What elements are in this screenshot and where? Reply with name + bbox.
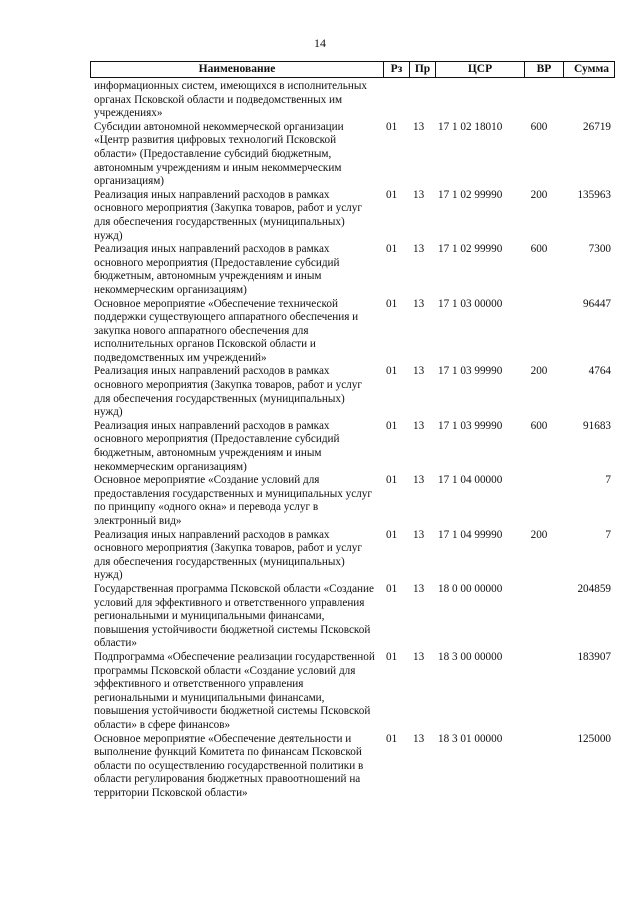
table-row: [90, 298, 615, 366]
row-pr: 13: [413, 243, 425, 256]
row-sum: 91683: [583, 419, 611, 432]
budget-table: [90, 61, 615, 800]
row-name: Основное мероприятие «Создание условий для предоставления государственных и муниципальных услуг по принципу «одного окна» и перевода услуг в электронный вид»: [94, 474, 372, 527]
table-row: [90, 365, 615, 419]
row-csr: 17 1 02 99990: [438, 188, 503, 201]
row-csr: 17 1 03 99990: [438, 365, 503, 378]
row-sum: 96447: [583, 297, 611, 310]
row-sum: 204859: [577, 582, 611, 595]
row-rz: 01: [386, 419, 398, 432]
row-name: Основное мероприятие «Обеспечение деятельности и выполнение функций Комитета по финансам Псковской области по осуществлению государственной политики в области регулирования бюджетных правоотношений на территории Псковской области»: [94, 732, 364, 799]
row-rz: 01: [386, 365, 398, 378]
row-pr: 13: [413, 474, 425, 487]
row-pr: 13: [413, 188, 425, 201]
row-pr: 13: [413, 120, 425, 133]
row-csr: 18 3 00 00000: [438, 650, 503, 663]
row-name: Реализация иных направлений расходов в рамках основного мероприятия (Предоставление субсидий бюджетным, автономным учреждениям и иным некоммерческим организациям): [94, 419, 340, 473]
page-number: 14: [314, 36, 326, 50]
row-pr: 13: [413, 582, 425, 595]
row-pr: 13: [413, 365, 425, 378]
row-csr: 18 0 00 00000: [438, 582, 503, 595]
header-pr: Пр: [410, 62, 436, 77]
row-vr: 600: [530, 120, 548, 133]
row-rz: 01: [386, 528, 398, 541]
row-rz: 01: [386, 474, 398, 487]
row-sum: 7: [605, 528, 611, 541]
table-row: [90, 243, 615, 297]
row-csr: 17 1 02 99990: [438, 243, 503, 256]
row-vr: 600: [530, 419, 548, 432]
row-vr: 600: [530, 243, 548, 256]
header-vr: ВР: [525, 62, 564, 77]
row-csr: 17 1 04 99990: [438, 528, 503, 541]
row-name: Реализация иных направлений расходов в рамках основного мероприятия (Закупка товаров, работ и услуг для обеспечения государственных (муниципальных) нужд): [94, 188, 362, 242]
row-csr: 18 3 01 00000: [438, 732, 503, 745]
row-name: Реализация иных направлений расходов в рамках основного мероприятия (Предоставление субсидий бюджетным, автономным учреждениям и иным некоммерческим организациям): [94, 243, 340, 296]
row-vr: 200: [530, 365, 548, 378]
row-csr: 17 1 04 00000: [438, 474, 503, 487]
row-pr: 13: [413, 732, 425, 745]
table-row: [90, 529, 615, 583]
row-pr: 13: [413, 297, 425, 310]
row-sum: 26719: [583, 120, 611, 133]
row-vr: 200: [530, 528, 548, 541]
row-rz: 01: [386, 188, 398, 201]
table-row: [90, 474, 615, 528]
row-rz: 01: [386, 243, 398, 256]
row-rz: 01: [386, 297, 398, 310]
row-rz: 01: [386, 120, 398, 133]
row-name: Реализация иных направлений расходов в рамках основного мероприятия (Закупка товаров, работ и услуг для обеспечения государственных (муниципальных) нужд): [94, 365, 362, 419]
row-sum: 125000: [577, 732, 611, 745]
row-name: Реализация иных направлений расходов в рамках основного мероприятия (Закупка товаров, работ и услуг для обеспечения государственных (муниципальных) нужд): [94, 528, 362, 582]
row-rz: 01: [386, 732, 398, 745]
table-row-continuation: [90, 78, 615, 121]
table-row: [90, 583, 615, 651]
row-rz: 01: [386, 582, 398, 595]
header-rz: Рз: [384, 62, 410, 77]
row-pr: 13: [413, 650, 425, 663]
row-pr: 13: [413, 528, 425, 541]
header-sum: Сумма: [574, 63, 609, 75]
row-csr: 17 1 02 18010: [438, 120, 503, 133]
row-sum: 7300: [588, 243, 611, 256]
table-row: [90, 189, 615, 243]
table-row: [90, 651, 615, 733]
row-name: информационных систем, имеющихся в исполнительных органах Псковской области и подведомственных им учреждениях»: [94, 80, 367, 120]
header-name: Наименование: [91, 62, 384, 77]
row-name: Субсидии автономной некоммерческой организации «Центр развития цифровых технологий Псковской области» (Предоставление субсидий бюджетным, автономным учреждениям и иным некоммерческим организациям): [94, 120, 344, 188]
row-name: Основное мероприятие «Обеспечение технической поддержки существующего аппаратного обеспечения и закупка нового аппаратного обеспечения для исполнительных органов Псковской области и подведомственных им учреждений»: [94, 297, 359, 364]
row-name: Государственная программа Псковской области «Создание условий для эффективного и ответственного управления региональными и муниципальными финансами, повышения устойчивости бюджетной системы Псковской области»: [94, 582, 374, 650]
row-csr: 17 1 03 00000: [438, 297, 503, 310]
header-csr: ЦСР: [436, 62, 525, 77]
row-sum: 135963: [577, 188, 611, 201]
table-row: [90, 420, 615, 474]
row-rz: 01: [386, 650, 398, 663]
table-row: [90, 121, 615, 189]
row-sum: 4764: [588, 365, 611, 378]
table-body: [90, 78, 615, 800]
table-header: [90, 61, 615, 78]
row-sum: 183907: [577, 650, 611, 663]
table-row: [90, 733, 615, 801]
row-name: Подпрограмма «Обеспечение реализации государственной программы Псковской области «Создание условий для эффективного и ответственного управления региональными и муниципальными финансами, повышения устойчивости бюджетной системы Псковской области» в сфере финансов»: [94, 650, 375, 731]
row-pr: 13: [413, 419, 425, 432]
row-csr: 17 1 03 99990: [438, 419, 503, 432]
row-sum: 7: [605, 474, 611, 487]
row-vr: 200: [530, 188, 548, 201]
